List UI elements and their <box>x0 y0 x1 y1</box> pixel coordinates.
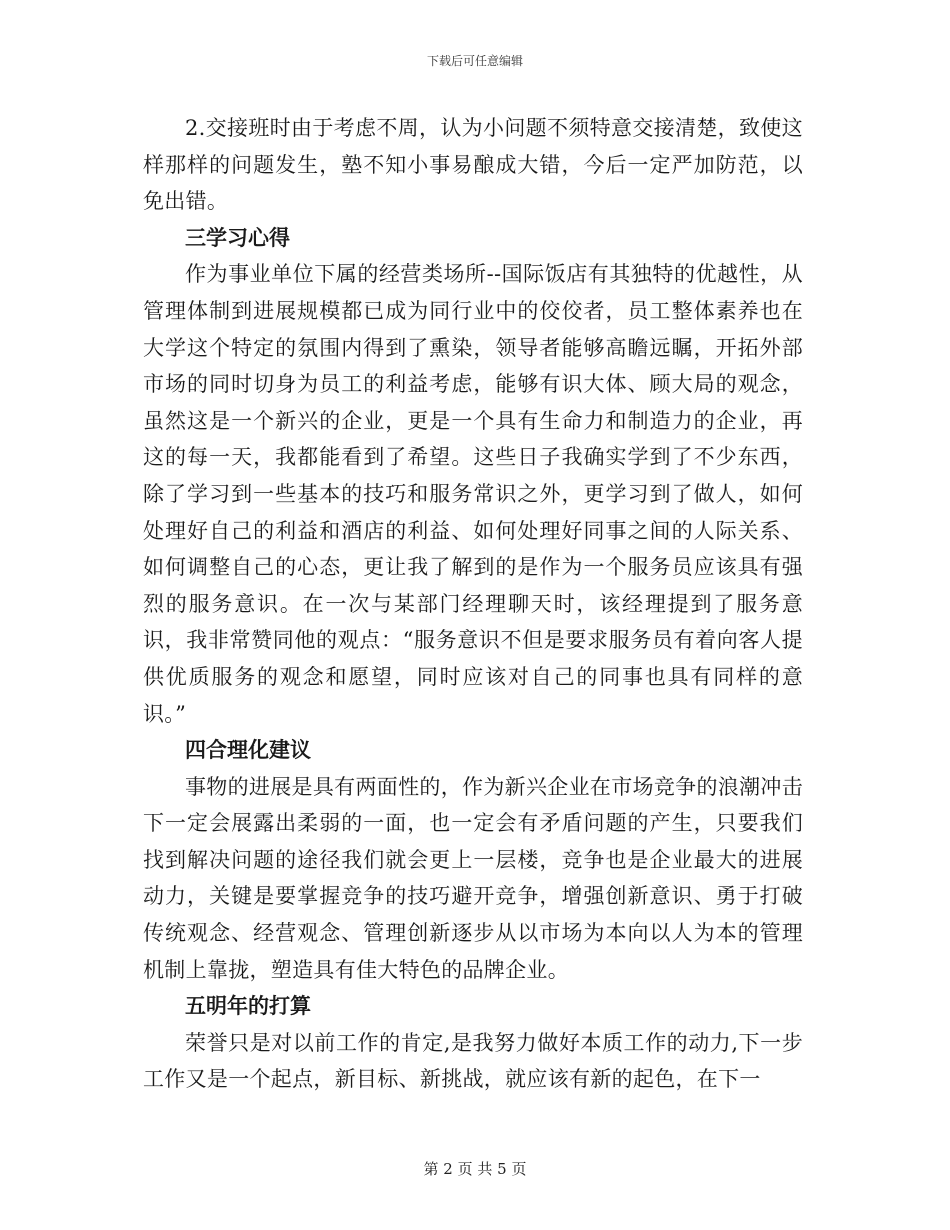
paragraph-suggestions: 事物的进展是具有两面性的，作为新兴企业在市场竞争的浪潮冲击下一定会展露出柔弱的一面，也一定会有矛盾问题的产生，只要我们找到解决问题的途径我们就会更上一层楼，竞争也是企业最大的进展动力，关键是要掌握竞争的技巧避开竞争，增强创新意识、勇于打破传统观念、经营观念、管理创新逐步从以市场为本向以人为本的管理机制上靠拢，塑造具有佳大特色的品牌企业。 <box>143 774 803 982</box>
heading-next-year-plan: 五明年的打算 <box>185 993 311 1019</box>
page-number: 第 2 页 共 5 页 <box>423 1160 527 1178</box>
heading-study-notes: 三学习心得 <box>185 224 290 250</box>
paragraph-study-notes: 作为事业单位下属的经营类场所--国际饭店有其独特的优越性，从管理体制到进展规模都已成为同行业中的佼佼者，员工整体素养也在大学这个特定的氛围内得到了熏染，领导者能够高瞻远瞩，开拓外部市场的同时切身为员工的利益考虑，能够有识大体、顾大局的观念，虽然这是一个新兴的企业，更是一个具有生命力和制造力的企业，再这的每一天，我都能看到了希望。这些日子我确实学到了不少东西，除了学习到一些基本的技巧和服务常识之外，更学习到了做人，如何处理好自己的利益和酒店的利益、如何处理好同事之间的人际关系、如何调整自己的心态，更让我了解到的是作为一个服务员应该具有强烈的服务意识。在一次与某部门经理聊天时，该经理提到了服务意识，我非常赞同他的观点：“服务意识不但是要求服务员有着向客人提供优质服务的观念和愿望，同时应该对自己的同事也具有同样的意识。” <box>143 262 803 726</box>
document-body <box>143 110 803 1098</box>
paragraph-item-2: 2.交接班时由于考虑不周，认为小问题不须特意交接清楚，致使这样那样的问题发生，塾不知小事易酿成大错，今后一定严加防范，以免出错。 <box>143 116 803 214</box>
paragraph-next-year-plan: 荣誉只是对以前工作的肯定,是我努力做好本质工作的动力,下一步工作又是一个起点，新目标、新挑战，就应该有新的起色，在下一 <box>143 1030 803 1092</box>
page-header: 下载后可任意编辑 <box>426 54 523 68</box>
heading-suggestions: 四合理化建议 <box>185 737 311 763</box>
